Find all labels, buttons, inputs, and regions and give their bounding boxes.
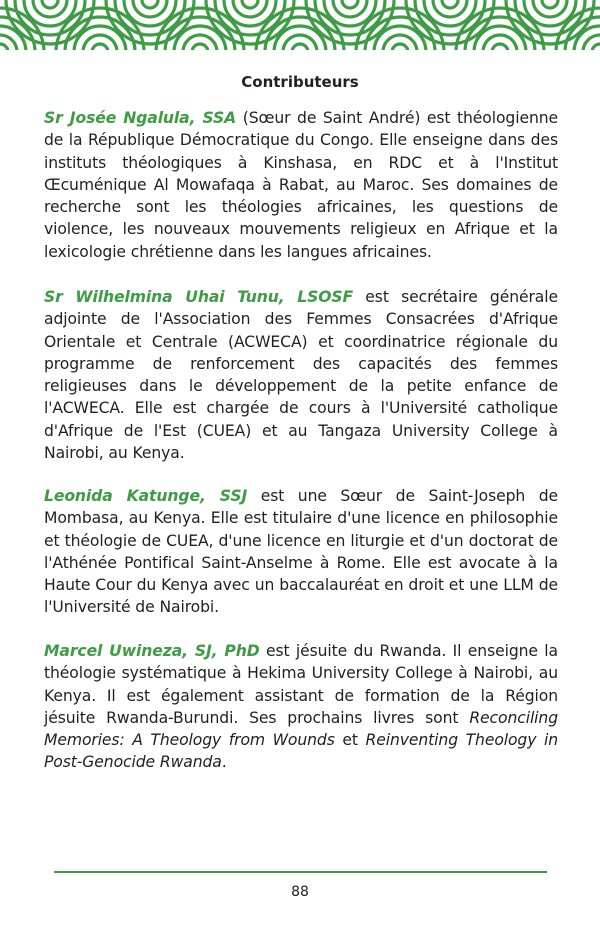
book-title: Reconciling Memories: A Theology from Wounds [44,708,558,750]
arc-ring [142,0,158,8]
page-number: 88 [291,884,309,900]
contributor-name: Sr Josée Ngalula, SSA [44,109,237,127]
arc-ring [392,44,408,50]
arc-ring [592,44,600,50]
conjunction: et [334,731,366,750]
contributor-name: Leonida Katunge, SSJ [44,487,248,505]
book-title: Reinventing Theology in Post-Genocide Rwanda [44,731,558,772]
arc-ring [542,0,558,8]
period: . [221,753,227,772]
arc-ring [92,44,108,50]
page-title: Contributeurs [241,73,359,91]
contributor-description: est secrétaire générale adjointe de l'Association des Femmes Consacrées d'Afrique Orientale et Centrale (ACWECA) et coordinatrice régionale du programme de renforcement des capacités des femmes religieuses dans le développement de la petite enfance de l'ACWECA. Elle est chargée de cours à l'Université catholique d'Afrique de l'Est (CUEA) et au Tangaza University College à Nairobi, au Kenya. [44,288,558,463]
arc-ring [292,44,308,50]
concentric-arcs-pattern-icon [0,0,600,50]
contributor-description: est une Sœur de Saint-Joseph de Mombasa, au Kenya. Elle est titulaire d'une licence en philosophie et théologie de CUEA, d'une licence en liturgie et d'un doctorat de l'Athénée Pontifical Saint-Anselme à Rome. Elle est avocate à la Haute Cour du Kenya avec un baccalauréat en droit et une LLM de l'Université de Nairobi. [44,487,559,617]
arc-ring [492,44,508,50]
arc-ring [42,0,58,8]
contributor-bio [44,286,558,464]
contributor-description: est jésuite du Rwanda. Il enseigne la théologie systématique à Hekima University College à Nairobi, au Kenya. Il est également assistant de formation de la Région jésuite Rwanda-Burundi. Ses prochains livres sont [44,642,558,727]
arc-ring [0,44,8,50]
contributor-name: Marcel Uwineza, SJ, PhD [44,642,260,660]
contributor-name: Sr Wilhelmina Uhai Tunu, LSOSF [44,288,354,306]
arc-ring [192,44,208,50]
arc-ring [442,0,458,8]
contributor-description: (Sœur de Saint André) est théologienne de la République Démocratique du Congo. Elle enseigne dans des instituts théologiques à Kinshasa, en RDC et à l'Institut Œcuménique Al Mowafaqa à Rabat, au Maroc. Ses domaines de recherche sont les théologies africaines, les questions de violence, les nouveaux mouvements religieux en Afrique et la lexicologie chrétienne dans les langues africaines. [44,109,558,261]
contributor-bio [44,107,558,263]
arc-ring [342,0,358,8]
contributor-bio [44,640,558,774]
arc-ring [242,0,258,8]
contributor-bio [44,485,558,619]
footer-divider [54,871,547,873]
